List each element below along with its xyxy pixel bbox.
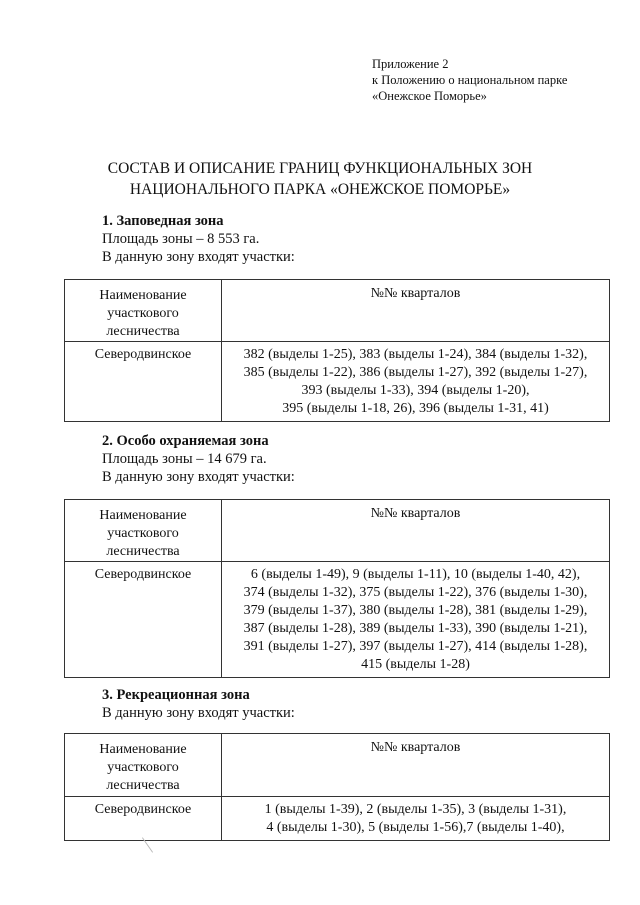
forestry-cell: Северодвинское [65, 562, 222, 678]
section-area: Площадь зоны – 14 679 га. [102, 451, 267, 467]
quarters-cell: 382 (выделы 1-25), 383 (выделы 1-24), 384 (выделы 1-32), 385 (выделы 1-22), 386 (выделы 1-27), 392 (выделы 1-27), 393 (выделы 1-33), 394 (выделы 1-20), 395 (выделы 1-18, 26), 396 (выделы 1-31, 41) [222, 342, 610, 422]
document-title-line: СОСТАВ И ОПИСАНИЕ ГРАНИЦ ФУНКЦИОНАЛЬНЫХ ЗОН [107, 160, 533, 177]
document-title [0, 158, 640, 200]
zone-1-table [64, 279, 610, 422]
section-heading: 2. Особо охраняемая зона [102, 433, 269, 449]
appendix-note [372, 56, 567, 104]
quarters-cell: 1 (выделы 1-39), 2 (выделы 1-35), 3 (выделы 1-31), 4 (выделы 1-30), 5 (выделы 1-56),7 (выделы 1-40), [222, 797, 610, 841]
table-row [65, 797, 610, 841]
appendix-line: Приложение 2 [372, 57, 449, 71]
document-title-line: НАЦИОНАЛЬНОГО ПАРКА «ОНЕЖСКОЕ ПОМОРЬЕ» [129, 181, 511, 198]
header-forestry-cell: Наименование участкового лесничества [65, 500, 222, 562]
table-header-row [65, 500, 610, 562]
section-zone-2 [102, 432, 295, 486]
forestry-cell: Северодвинское [65, 342, 222, 422]
section-area: Площадь зоны – 8 553 га. [102, 231, 260, 247]
section-heading: 3. Рекреационная зона [102, 687, 250, 703]
section-intro: В данную зону входят участки: [102, 249, 295, 265]
table-row [65, 562, 610, 678]
quarters-cell: 6 (выделы 1-49), 9 (выделы 1-11), 10 (выделы 1-40, 42), 374 (выделы 1-32), 375 (выделы 1-22), 376 (выделы 1-30), 379 (выделы 1-37), 380 (выделы 1-28), 381 (выделы 1-29), 387 (выделы 1-28), 389 (выделы 1-33), 390 (выделы 1-21), 391 (выделы 1-27), 397 (выделы 1-27), 414 (выделы 1-28), 415 (выделы 1-28) [222, 562, 610, 678]
table-header-row [65, 280, 610, 342]
header-quarters-cell: №№ кварталов [222, 280, 610, 342]
header-forestry-cell: Наименование участкового лесничества [65, 734, 222, 797]
table-row [65, 342, 610, 422]
table-header-row [65, 734, 610, 797]
section-intro: В данную зону входят участки: [102, 705, 295, 721]
zone-3-table [64, 733, 610, 841]
section-zone-3 [102, 686, 295, 722]
appendix-line: «Онежское Поморье» [372, 89, 487, 103]
header-quarters-cell: №№ кварталов [222, 500, 610, 562]
header-quarters-cell: №№ кварталов [222, 734, 610, 797]
header-forestry-cell: Наименование участкового лесничества [65, 280, 222, 342]
forestry-cell: Северодвинское [65, 797, 222, 841]
section-zone-1 [102, 212, 295, 266]
zone-2-table [64, 499, 610, 678]
section-intro: В данную зону входят участки: [102, 469, 295, 485]
appendix-line: к Положению о национальном парке [372, 73, 568, 87]
section-heading: 1. Заповедная зона [102, 213, 224, 229]
